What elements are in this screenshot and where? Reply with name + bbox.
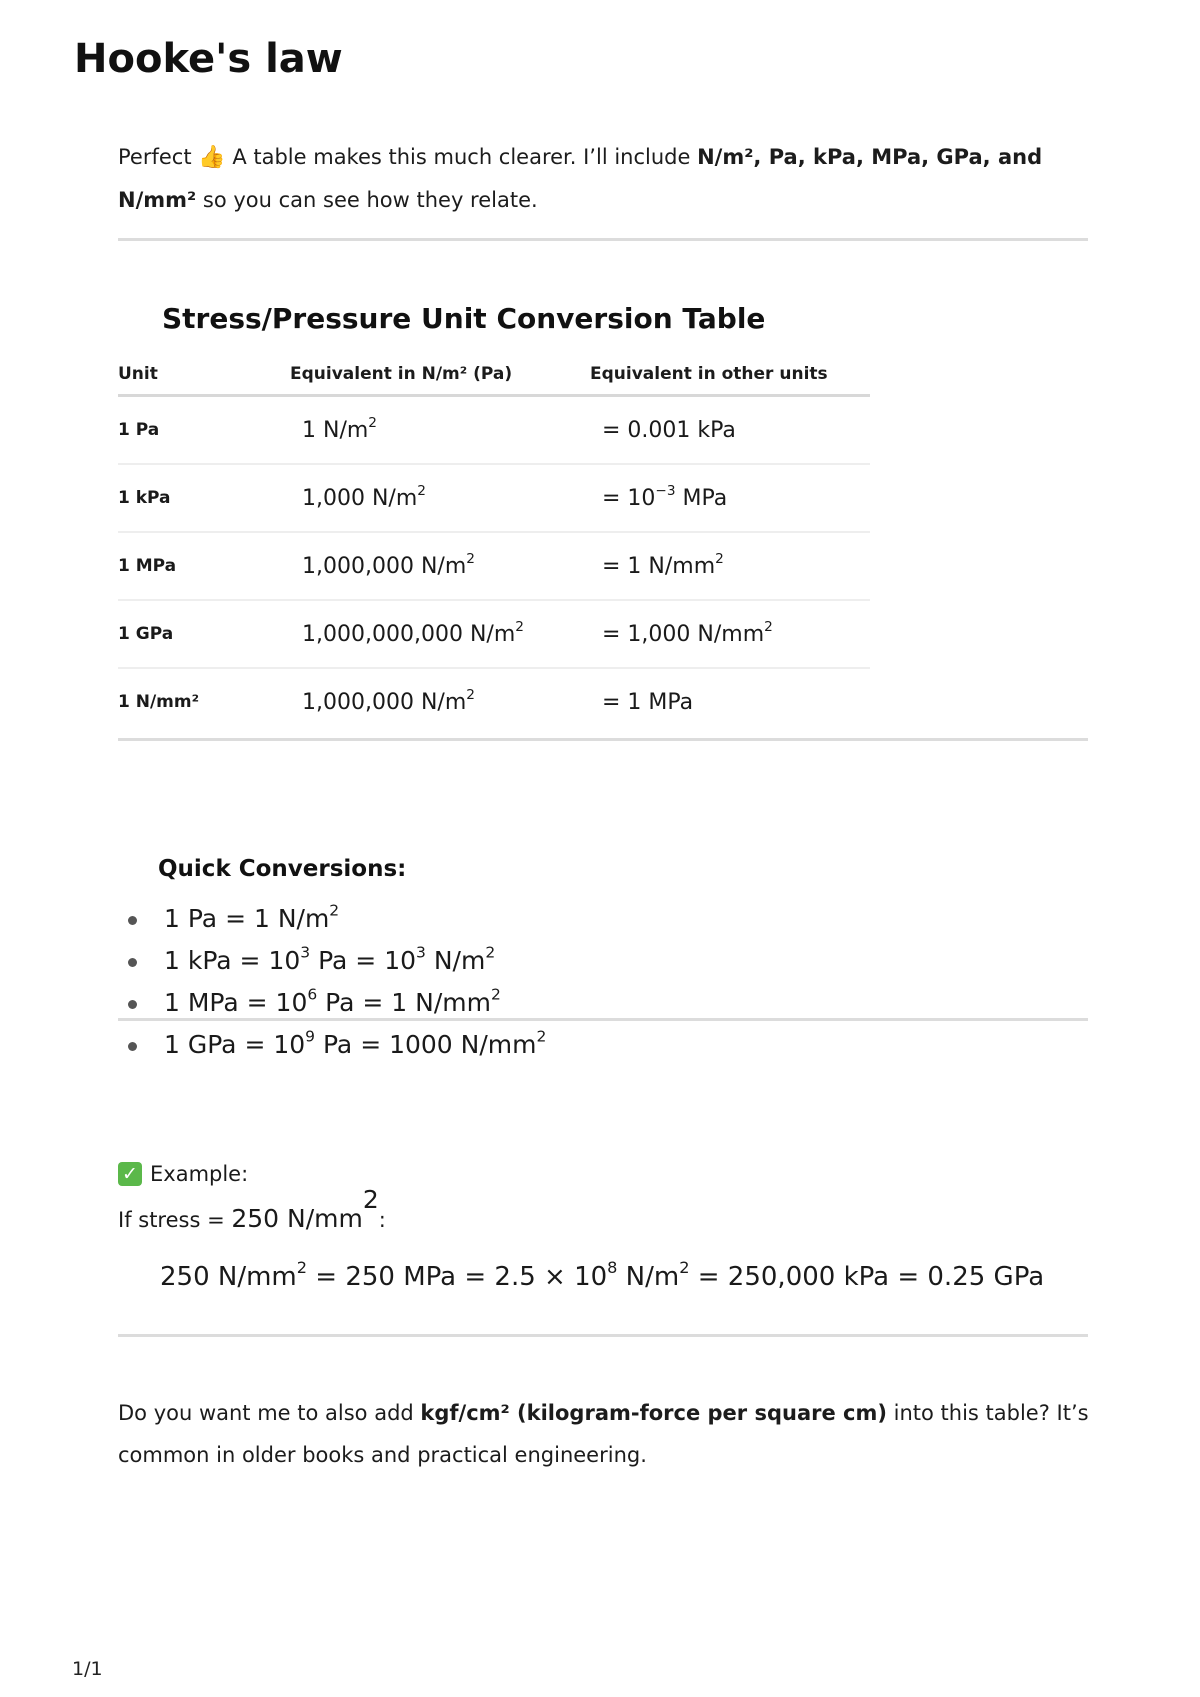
page-indicator: 1/1 xyxy=(72,1658,103,1680)
list-item: 1 kPa = $10^3$ $Pa = 10^3$ $N/m^2$ xyxy=(118,940,546,982)
cell-unit: 1 kPa xyxy=(118,464,290,532)
quick-conversions-list xyxy=(118,898,546,1066)
column-header-unit: Unit xyxy=(118,358,290,396)
table-title: Stress/Pressure Unit Conversion Table xyxy=(162,302,766,335)
divider xyxy=(118,1018,1088,1021)
list-item: 1 Pa = 1 $N/m^2$ xyxy=(118,898,546,940)
divider xyxy=(118,1334,1088,1337)
bullet-icon xyxy=(128,958,137,967)
cell-equiv-other: = 0.001 kPa xyxy=(590,396,870,465)
table-row xyxy=(118,464,870,532)
example-equation: 250 $N/mm^2 = 250$ MPa = $2.5 \times 10^8$ $N/m^2 = 250,000$ kPa = 0.25 GPa xyxy=(160,1257,1045,1292)
conversion-table xyxy=(118,358,870,735)
cell-equiv-base: 1,000,000,000 $N/m^2$ xyxy=(290,600,590,668)
table-row xyxy=(118,600,870,668)
intro-text: A table makes this much clearer. I’ll include xyxy=(225,145,698,169)
cell-unit: 1 MPa xyxy=(118,532,290,600)
table-row xyxy=(118,532,870,600)
intro-text-end: so you can see how they relate. xyxy=(196,188,538,212)
bullet-icon xyxy=(128,1000,137,1009)
check-mark-icon: ✓ xyxy=(118,1162,142,1186)
divider xyxy=(118,238,1088,241)
cell-equiv-base: 1,000,000 $N/m^2$ xyxy=(290,532,590,600)
cell-equiv-other: = 1 MPa xyxy=(602,689,694,715)
cell-equiv-base: 1,000 $N/m^2$ xyxy=(290,464,590,532)
cell-equiv-other: = 1 $N/mm^2$ xyxy=(590,532,870,600)
quick-conversions-title: Quick Conversions: xyxy=(158,856,407,882)
cell-equiv-other: = $10^{-3}$ MPa xyxy=(590,464,870,532)
example-label: ✓ Example: xyxy=(118,1162,248,1186)
table-row xyxy=(118,396,870,465)
list-item: 1 GPa = $10^9$ Pa = 1000 $N/mm^2$ xyxy=(118,1024,546,1066)
bullet-icon xyxy=(128,1042,137,1051)
table-header-row xyxy=(118,358,870,396)
cell-unit: 1 Pa xyxy=(118,396,290,465)
cell-equiv-base: 1,000,000 $N/m^2$ xyxy=(302,686,475,715)
thumbs-up-icon: 👍 xyxy=(198,145,226,170)
cell-equiv-other: = 1,000 $N/mm^2$ xyxy=(590,600,870,668)
intro-lead: Perfect xyxy=(118,145,192,169)
cell-unit: 1 GPa xyxy=(118,600,290,668)
column-header-equiv-base: Equivalent in N/m² (Pa) xyxy=(290,358,590,396)
closing-paragraph: Do you want me to also add kgf/cm² (kilogram-force per square cm) into this table? It’s common in older books and practical engineering. xyxy=(118,1401,1089,1467)
cell-equiv-base: 1 $N/m^2$ xyxy=(290,396,590,465)
example-condition: If stress = 250 $N/mm^2$: xyxy=(118,1185,386,1233)
bullet-icon xyxy=(128,916,137,925)
divider xyxy=(118,738,1088,741)
intro-paragraph xyxy=(118,136,1088,221)
table-row xyxy=(118,668,870,735)
document-title: Hooke's law xyxy=(74,36,343,82)
column-header-equiv-other: Equivalent in other units xyxy=(590,358,870,396)
list-item: 1 MPa = $10^6$ Pa = 1 $N/mm^2$ xyxy=(118,982,546,1024)
cell-unit: 1 N/mm² xyxy=(118,692,200,712)
intro-units: N/m², Pa, kPa, MPa, GPa, and N/mm² xyxy=(118,145,1043,212)
